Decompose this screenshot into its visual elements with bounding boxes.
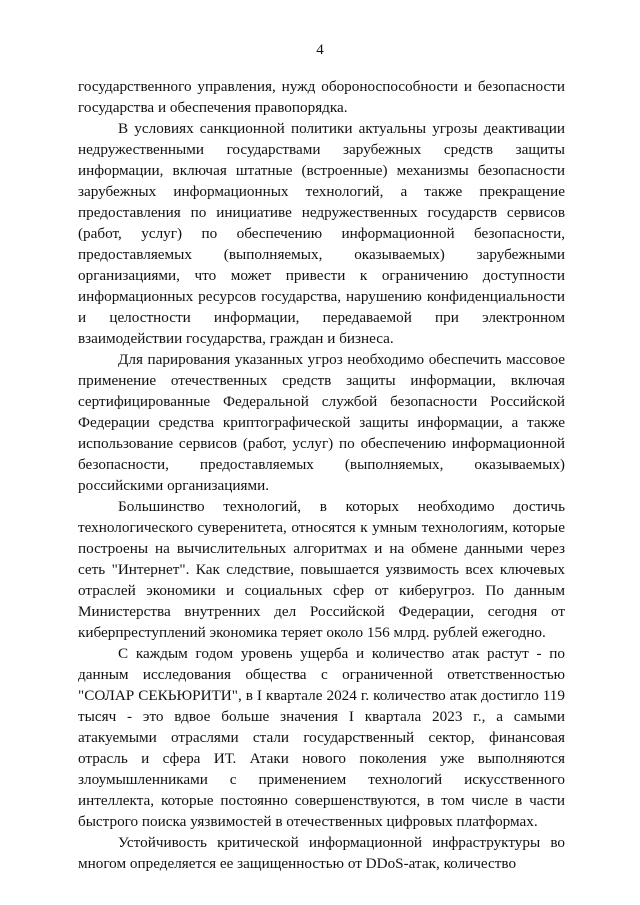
paragraph-sanctions-threats: В условиях санкционной политики актуальны угрозы деактивации недружественными государствами зарубежных средств защиты информации, включая штатные (встроенные) механизмы безопасности зарубежных информационных технологий, а также прекращение предоставления по инициативе недружественных государств сервисов (работ, услуг) по обеспечению информационной безопасности, предоставляемых (выполняемых, оказываемых) зарубежными организациями, что может привести к ограничению доступности информационных ресурсов государства, нарушению конфиденциальности и целостности информации, передаваемой при электронном взаимодействии государства, граждан и бизнеса. [78,120,565,347]
paragraph-countermeasures: Для парирования указанных угроз необходимо обеспечить массовое применение отечественных средств защиты информации, включая сертифицированные Федеральной службой безопасности Российской Федерации средства криптографической защиты информации, а также использование сервисов (работ, услуг) по обеспечению информационной безопасности, предоставляемых (выполняемых, оказываемых) российскими организациями. [78,351,565,494]
body-text [78,76,565,874]
paragraph-attack-statistics: С каждым годом уровень ущерба и количество атак растут - по данным исследования общества с ограниченной ответственностью "СОЛАР СЕКЬЮРИТИ", в I квартале 2024 г. количество атак достигло 119 тысяч - это вдвое больше значения I квартала 2023 г., а самыми атакуемыми отраслями стали государственный сектор, финансовая отрасль и сфера ИТ. Атаки нового поколения уже выполняются злоумышленниками с применением технологий искусственного интеллекта, которые постоянно совершенствуются, в том числе в части быстрого поиска уязвимостей в отечественных цифровых платформах. [78,645,565,830]
paragraph-critical-infrastructure: Устойчивость критической информационной инфраструктуры во многом определяется ее защищенностью от DDoS-атак, количество [78,834,565,872]
page-number: 4 [316,42,324,58]
paragraph-technological-sovereignty: Большинство технологий, в которых необходимо достичь технологического суверенитета, относятся к умным технологиям, которые построены на вычислительных алгоритмах и на обмене данными через сеть "Интернет". Как следствие, повышается уязвимость всех ключевых отраслей экономики и социальных сфер от киберугроз. По данным Министерства внутренних дел Российской Федерации, сегодня от киберпреступлений экономика теряет около 156 млрд. рублей ежегодно. [78,498,565,641]
paragraph-continued: государственного управления, нужд обороноспособности и безопасности государства и обеспечения правопорядка. [78,78,565,116]
